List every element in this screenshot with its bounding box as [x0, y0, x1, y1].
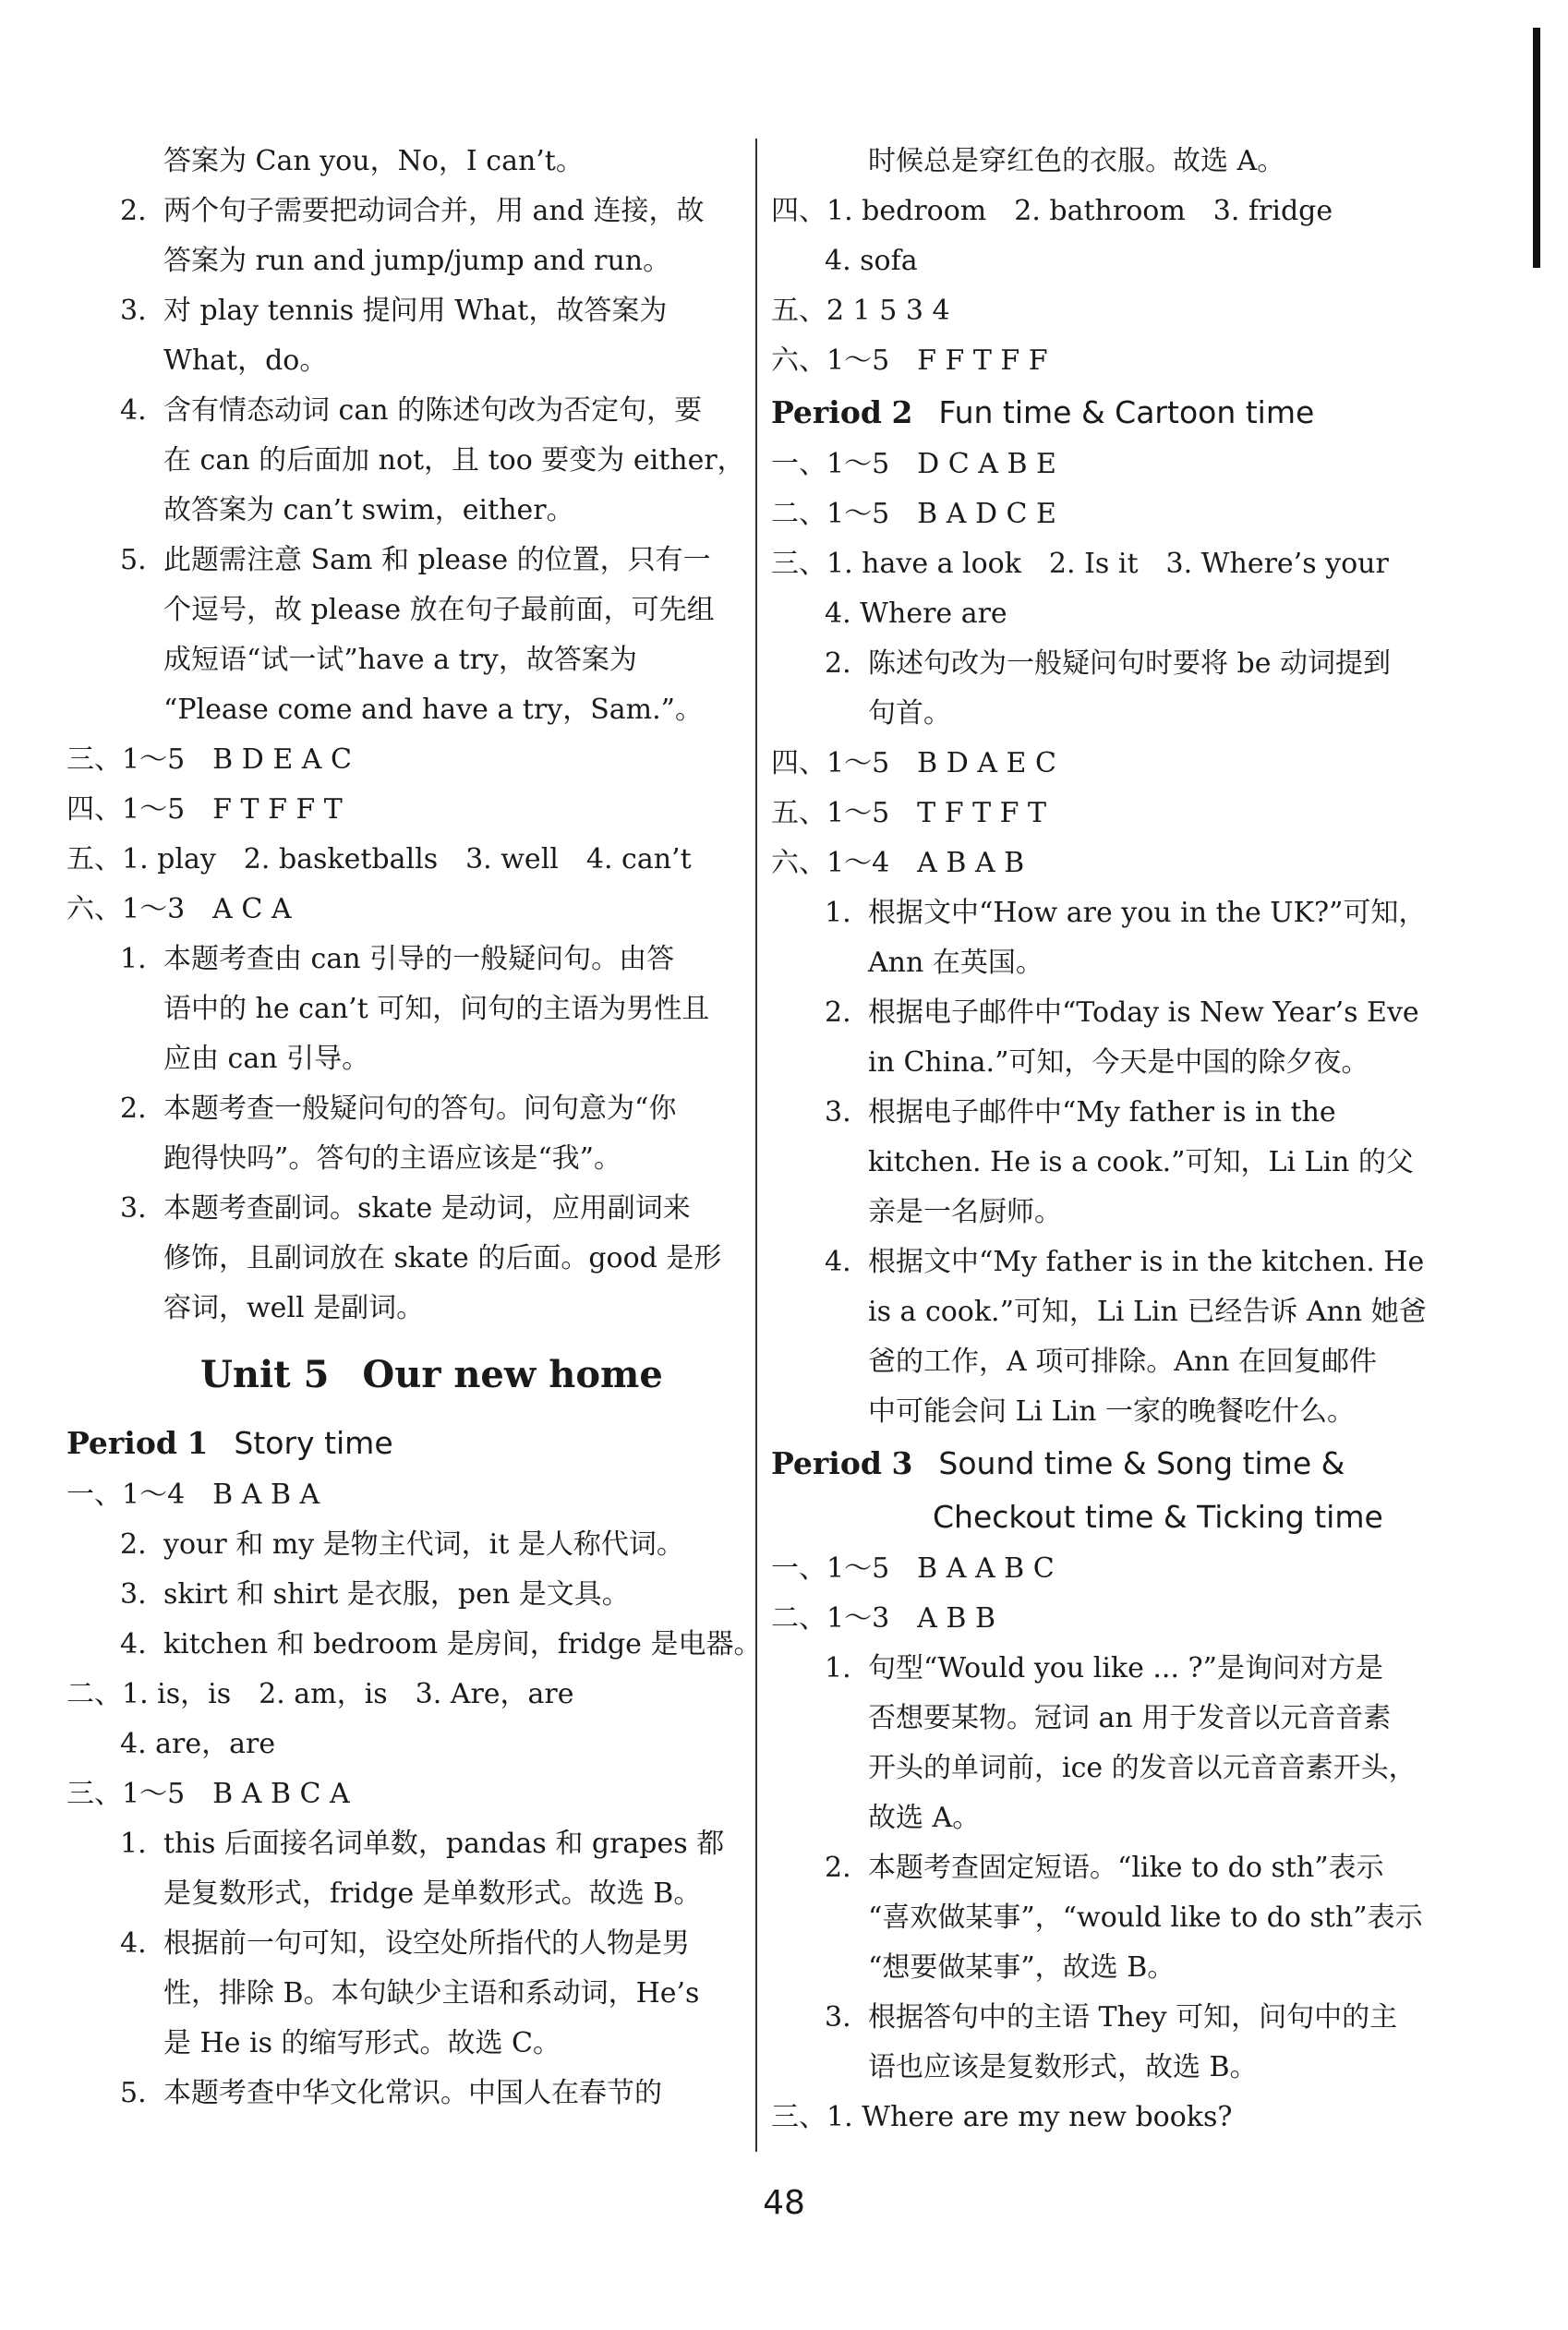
page-number: 48	[763, 2184, 805, 2222]
answer-line: kitchen. He is a cook.”可知，Li Lin 的父	[868, 1146, 1414, 1178]
section-answer: 三、1～5 B A B C A	[66, 1778, 350, 1810]
answer-line: 容词，well 是副词。	[163, 1292, 425, 1324]
answer-line: 2. 两个句子需要把动词合并，用 and 连接，故	[120, 195, 705, 227]
answer-line: 句首。	[868, 697, 951, 730]
section-answer: 二、1. is，is 2. am，is 3. Are，are	[66, 1678, 574, 1710]
answer-line: 是 He is 的缩写形式。故选 C。	[163, 2027, 561, 2059]
answer-line: 1. this 后面接名词单数，pandas 和 grapes 都	[120, 1828, 725, 1860]
answer-line: 4. 根据文中“My father is in the kitchen. He	[825, 1246, 1425, 1278]
answer-line: 成短语“试一试”have a try，故答案为	[163, 644, 637, 676]
answer-line: 3. 根据电子邮件中“My father is in the	[825, 1096, 1336, 1129]
section-answer: 一、1～5 B A A B C	[771, 1552, 1055, 1585]
section-answer: 六、1～3 A C A	[66, 893, 292, 925]
section-answer: 二、1～5 B A D C E	[771, 498, 1056, 530]
answer-line: 答案为 Can you，No，I can’t。	[163, 145, 584, 177]
answer-line: 2. your 和 my 是物主代词，it 是人称代词。	[120, 1528, 684, 1561]
answer-line: 4. 含有情态动词 can 的陈述句改为否定句，要	[120, 394, 703, 427]
period-heading-continued: Checkout time & Ticking time	[933, 1499, 1383, 1535]
answer-line: 4. Where are	[825, 598, 1007, 630]
answer-line: in China.”可知，今天是中国的除夕夜。	[868, 1046, 1369, 1079]
section-answer: 一、1～4 B A B A	[66, 1479, 320, 1511]
answer-line: 亲是一名厨师。	[868, 1196, 1062, 1228]
answer-line: 3. 根据答句中的主语 They 可知，问句中的主	[825, 2001, 1398, 2034]
answer-line: 爸的工作，A 项可排除。Ann 在回复邮件	[868, 1346, 1378, 1378]
answer-line: 2. 本题考查一般疑问句的答句。问句意为“你	[120, 1093, 677, 1125]
answer-line: is a cook.”可知，Li Lin 已经告诉 Ann 她爸	[868, 1296, 1427, 1328]
answer-line: 2. 陈述句改为一般疑问句时要将 be 动词提到	[825, 647, 1392, 680]
unit-title: Unit 5 Our new home	[200, 1353, 663, 1396]
section-answer: 三、1. Where are my new books?	[771, 2101, 1233, 2133]
answer-line: What，do。	[163, 344, 328, 377]
section-answer: 五、1. play 2. basketballs 3. well 4. can’t	[66, 843, 692, 875]
answer-line: 时候总是穿红色的衣服。故选 A。	[868, 145, 1285, 177]
section-answer: 三、1～5 B D E A C	[66, 743, 352, 776]
edge-bar	[1533, 28, 1540, 268]
answer-line: 4. kitchen 和 bedroom 是房间，fridge 是电器。	[120, 1628, 762, 1660]
answer-line: 故答案为 can’t swim，either。	[163, 494, 574, 526]
answer-line: 个逗号，故 please 放在句子最前面，可先组	[163, 594, 715, 626]
answer-line: 4. 根据前一句可知，设空处所指代的人物是男	[120, 1927, 690, 1960]
answer-line: 2. 本题考查固定短语。“like to do sth”表示	[825, 1852, 1384, 1884]
answer-line: 5. 此题需注意 Sam 和 please 的位置，只有一	[120, 544, 711, 576]
answer-line: 开头的单词前，ice 的发音以元音音素开头，	[868, 1752, 1417, 1784]
answer-line: 4. are，are	[120, 1728, 276, 1760]
column-divider	[755, 139, 757, 2152]
answer-line: 5. 本题考查中华文化常识。中国人在春节的	[120, 2077, 662, 2109]
answer-line: 语也应该是复数形式，故选 B。	[868, 2051, 1258, 2083]
period-heading: Period 3 Sound time & Song time &	[771, 1445, 1345, 1481]
period-heading: Period 2 Fun time & Cartoon time	[771, 394, 1315, 430]
answer-line: 是复数形式，fridge 是单数形式。故选 B。	[163, 1877, 702, 1910]
answer-line: 跑得快吗”。答句的主语应该是“我”。	[163, 1142, 622, 1175]
answer-line: 答案为 run and jump/jump and run。	[163, 245, 671, 277]
section-answer: 六、1～5 F F T F F	[771, 344, 1048, 377]
answer-line: 否想要某物。冠词 an 用于发音以元音音素	[868, 1702, 1392, 1734]
answer-line: 3. 对 play tennis 提问用 What，故答案为	[120, 295, 668, 327]
section-answer: 四、1～5 B D A E C	[771, 747, 1056, 779]
answer-line: 语中的 he can’t 可知，问句的主语为男性且	[163, 993, 710, 1025]
answer-line: 应由 can 引导。	[163, 1043, 370, 1075]
right-column	[771, 137, 1454, 2143]
section-answer: 四、1. bedroom 2. bathroom 3. fridge	[771, 195, 1333, 227]
period-heading: Period 1 Story time	[66, 1425, 393, 1461]
answer-line: 4. sofa	[825, 245, 918, 277]
answer-line: 修饰，且副词放在 skate 的后面。good 是形	[163, 1242, 722, 1274]
section-answer: 五、2 1 5 3 4	[771, 295, 950, 327]
answer-line: 性，排除 B。本句缺少主语和系动词，He’s	[163, 1977, 700, 2010]
answer-line: “想要做某事”，故选 B。	[868, 1951, 1176, 1984]
section-answer: 五、1～5 T F T F T	[771, 797, 1046, 829]
answer-line: 中可能会问 Li Lin 一家的晚餐吃什么。	[868, 1395, 1355, 1428]
section-answer: 四、1～5 F T F F T	[66, 793, 343, 826]
section-answer: 一、1～5 D C A B E	[771, 448, 1056, 480]
answer-line: 1. 句型“Would you like ... ?”是询问对方是	[825, 1652, 1383, 1684]
answer-line: “Please come and have a try，Sam.”。	[163, 694, 703, 726]
section-answer: 六、1～4 A B A B	[771, 847, 1025, 879]
section-answer: 三、1. have a look 2. Is it 3. Where’s your	[771, 548, 1389, 580]
answer-line: Ann 在英国。	[868, 947, 1043, 979]
answer-line: 1. 根据文中“How are you in the UK?”可知，	[825, 897, 1427, 929]
answer-line: 2. 根据电子邮件中“Today is New Year’s Eve	[825, 996, 1419, 1029]
section-answer: 二、1～3 A B B	[771, 1602, 996, 1635]
answer-line: 1. 本题考查由 can 引导的一般疑问句。由答	[120, 943, 675, 975]
left-column	[66, 137, 762, 2119]
answer-line: 在 can 的后面加 not，且 too 要变为 either，	[163, 444, 745, 477]
answer-line: 3. 本题考查副词。skate 是动词，应用副词来	[120, 1192, 691, 1225]
answer-line: 3. skirt 和 shirt 是衣服，pen 是文具。	[120, 1578, 630, 1611]
answer-line: 故选 A。	[868, 1802, 981, 1834]
answer-line: “喜欢做某事”，“would like to do sth”表示	[868, 1901, 1423, 1934]
